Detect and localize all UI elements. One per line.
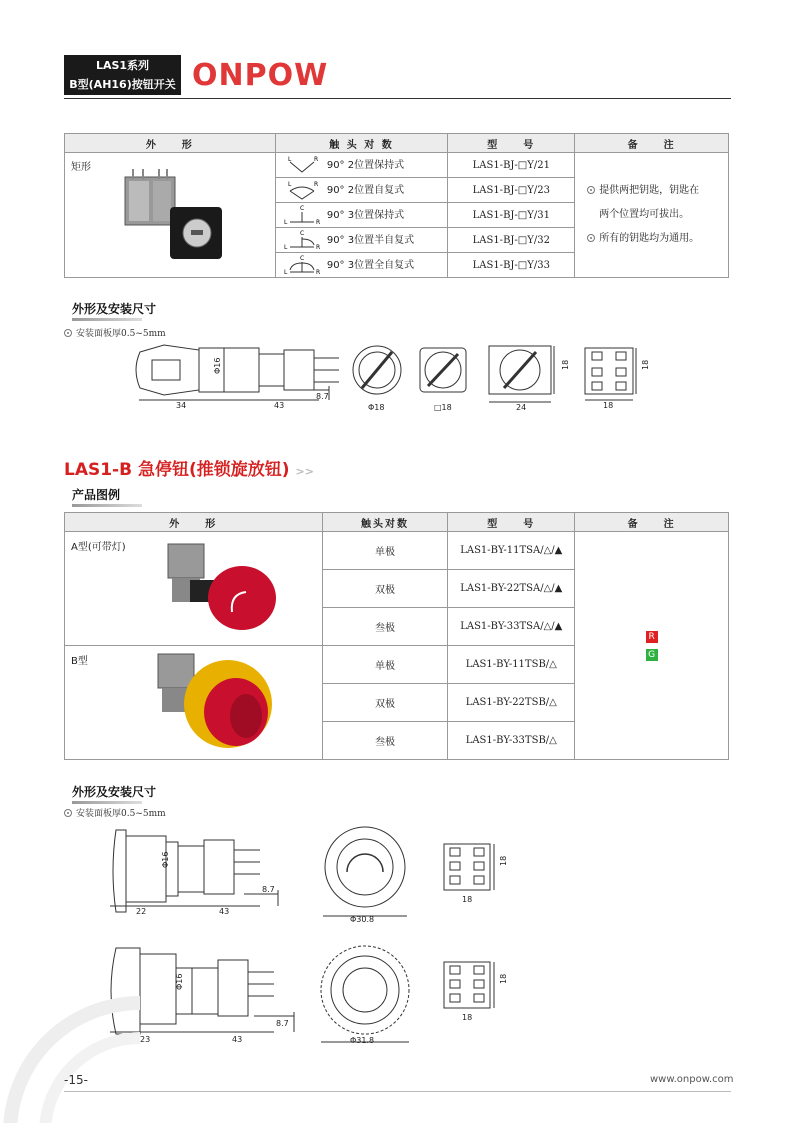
series-header-box: [64, 55, 181, 95]
svg-text:8.7: 8.7: [262, 885, 275, 894]
estop-a-drawing: [64, 822, 731, 922]
model-cell: LAS1-BY-11TSB/△: [448, 646, 575, 684]
contact-symbol-icon: [280, 204, 324, 226]
svg-text:43: 43: [274, 401, 285, 410]
panel-note: 安装面板厚0.5~5mm: [64, 326, 166, 339]
shape-cell: [65, 153, 276, 278]
svg-text:8.7: 8.7: [276, 1019, 289, 1028]
key-switch-table: [64, 133, 729, 278]
contact-cell: C L R 90° 3位置保持式: [275, 203, 448, 228]
contact-cell: L R 90° 2位置自复式: [275, 178, 448, 203]
contact-cell: 叁极: [322, 722, 448, 760]
svg-text:R: R: [315, 244, 320, 251]
svg-text:34: 34: [176, 401, 187, 410]
bullet-icon: [64, 329, 72, 337]
key-switch-drawing: [64, 340, 731, 420]
svg-text:18: 18: [603, 401, 614, 410]
svg-text:18: 18: [499, 973, 508, 984]
emergency-stop-table: [64, 512, 729, 760]
contact-cell: 单极: [322, 646, 448, 684]
section-title: 产品图例: [72, 488, 121, 502]
svg-text:R: R: [313, 156, 318, 163]
model-cell: LAS1-BY-22TSB/△: [448, 684, 575, 722]
svg-text:R: R: [313, 181, 318, 188]
svg-text:Φ18: Φ18: [368, 403, 385, 412]
bullet-icon: [64, 809, 72, 817]
svg-text:L: L: [283, 269, 287, 276]
shape-cell: [65, 646, 323, 760]
svg-text:43: 43: [232, 1035, 243, 1044]
svg-text:18: 18: [462, 895, 473, 904]
contact-cell: C L R 90° 3位置半自复式: [275, 228, 448, 253]
svg-text:R: R: [315, 219, 320, 226]
model-cell: LAS1-BY-11TSA/△/▲: [448, 532, 575, 570]
col-shape: 外 形: [65, 513, 323, 532]
contact-cell: L R 90° 2位置保持式: [275, 153, 448, 178]
contact-cell: 单极: [322, 532, 448, 570]
model-cell: LAS1-BJ-□Y/21: [448, 153, 575, 178]
green-badge: G: [646, 649, 658, 661]
estop-a-image: [160, 540, 280, 640]
svg-text:R: R: [315, 269, 320, 276]
estop-b-image: [150, 650, 280, 758]
brand-logo: ONPOW: [192, 58, 329, 93]
section-title: 外形及安装尺寸: [72, 785, 157, 799]
svg-text:Φ16: Φ16: [175, 973, 184, 990]
model-cell: LAS1-BJ-□Y/33: [448, 253, 575, 278]
contact-cell: 叁极: [322, 608, 448, 646]
panel-note: 安装面板厚0.5~5mm: [64, 806, 166, 819]
shape-cell: [65, 532, 323, 646]
col-shape: 外 形: [65, 134, 276, 153]
svg-text:23: 23: [140, 1035, 151, 1044]
svg-text:C: C: [299, 205, 304, 212]
svg-text:18: 18: [462, 1013, 473, 1022]
model-cell: LAS1-BY-33TSA/△/▲: [448, 608, 575, 646]
series-subtitle: B型(AH16)按钮开关: [69, 78, 176, 91]
svg-text:Φ31.8: Φ31.8: [350, 1036, 375, 1044]
group-label: B型: [71, 656, 88, 667]
contact-cell: 双极: [322, 684, 448, 722]
arrow-icon: >>: [295, 465, 314, 478]
svg-text:L: L: [287, 156, 291, 163]
contact-cell: C L R 90° 3位置全自复式: [275, 253, 448, 278]
svg-text:18: 18: [499, 855, 508, 866]
svg-text:Φ16: Φ16: [213, 357, 222, 374]
decorative-arcs: [0, 993, 140, 1123]
svg-text:43: 43: [219, 907, 230, 916]
svg-text:Φ16: Φ16: [161, 851, 170, 868]
page-number: -15-: [64, 1073, 88, 1087]
contact-symbol-icon: [280, 229, 324, 251]
contact-symbol-icon: [280, 254, 324, 276]
contact-symbol-icon: [280, 179, 324, 201]
svg-text:L: L: [283, 219, 287, 226]
col-model: 型 号: [448, 513, 575, 532]
col-contact: 触头对数: [322, 513, 448, 532]
col-model: 型 号: [448, 134, 575, 153]
col-remark: 备 注: [575, 134, 729, 153]
estop-b-drawing: [64, 944, 731, 1044]
website-link[interactable]: www.onpow.com: [650, 1074, 734, 1085]
svg-text:Φ30.8: Φ30.8: [350, 915, 375, 922]
svg-text:22: 22: [136, 907, 147, 916]
shape-label: 矩形: [71, 162, 91, 173]
svg-text:24: 24: [516, 403, 527, 412]
contact-symbol-icon: [280, 154, 324, 176]
group-label: A型(可带灯): [71, 542, 126, 553]
svg-text:18: 18: [561, 359, 570, 370]
col-remark: 备 注: [575, 513, 729, 532]
svg-text:L: L: [287, 181, 291, 188]
remark-cell: 提供两把钥匙，钥匙在 两个位置均可拔出。 所有的钥匙均为通用。: [575, 153, 729, 278]
col-contact: 触 头 对 数: [275, 134, 448, 153]
svg-text:L: L: [283, 244, 287, 251]
svg-text:8.7: 8.7: [316, 392, 329, 401]
footer-divider: [64, 1091, 731, 1092]
red-badge: R: [646, 631, 658, 643]
bullet-icon: [587, 234, 595, 242]
remark-cell: [575, 532, 729, 760]
model-cell: LAS1-BY-33TSB/△: [448, 722, 575, 760]
svg-text:18: 18: [641, 359, 650, 370]
model-cell: LAS1-BJ-□Y/23: [448, 178, 575, 203]
bullet-icon: [587, 186, 595, 194]
contact-cell: 双极: [322, 570, 448, 608]
svg-text:C: C: [299, 255, 304, 262]
section-title: 外形及安装尺寸: [72, 302, 157, 316]
svg-text:□18: □18: [434, 403, 452, 412]
model-cell: LAS1-BJ-□Y/32: [448, 228, 575, 253]
model-cell: LAS1-BJ-□Y/31: [448, 203, 575, 228]
key-switch-image: [115, 159, 235, 269]
model-cell: LAS1-BY-22TSA/△/▲: [448, 570, 575, 608]
header-divider: [64, 98, 731, 99]
svg-text:C: C: [299, 230, 304, 237]
series-title: LAS1系列: [95, 59, 150, 72]
product-heading: LAS1-B 急停钮(推锁旋放钮) >>: [64, 460, 314, 480]
